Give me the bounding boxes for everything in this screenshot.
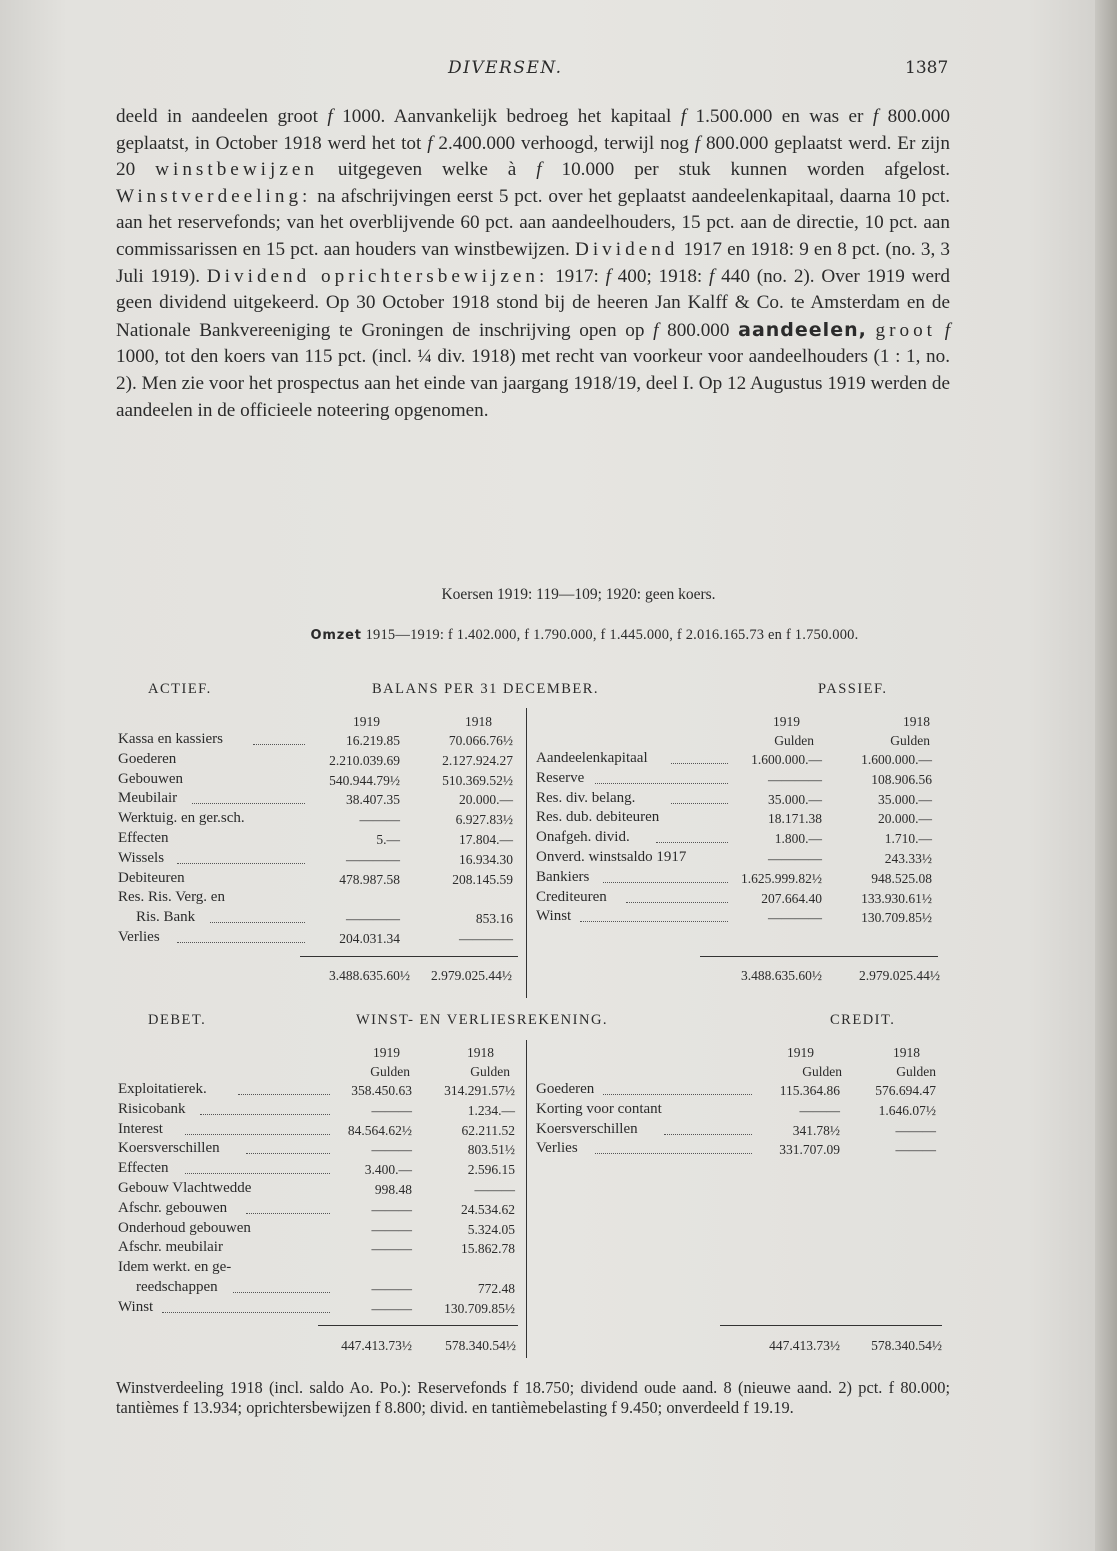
credit-heading: CREDIT. bbox=[830, 1012, 896, 1028]
page-number: 1387 bbox=[905, 58, 949, 78]
running-head-title: DIVERSEN. bbox=[448, 58, 563, 78]
debet-row bbox=[118, 1298, 515, 1318]
row-label: Gebouwen bbox=[118, 770, 183, 787]
value-1918: 1.646.07½ bbox=[878, 1102, 936, 1118]
row-label: Interest bbox=[118, 1120, 163, 1137]
row-label: Afschr. meubilair bbox=[118, 1239, 223, 1256]
debet-unit-1918: Gulden bbox=[470, 1064, 510, 1079]
debet-row bbox=[118, 1100, 515, 1120]
leader-dots bbox=[595, 1141, 752, 1154]
row-label: Idem werkt. en ge- bbox=[118, 1259, 232, 1276]
value-1919: ———— bbox=[768, 851, 822, 866]
florin-sign: f bbox=[694, 132, 701, 154]
value-1918: 576.694.47 bbox=[875, 1083, 936, 1098]
row-label: Onverd. winstsaldo 1917 bbox=[536, 849, 687, 865]
florin-sign: f bbox=[536, 159, 542, 181]
value-1918: 314.291.57½ bbox=[444, 1083, 515, 1098]
koersen-line: Koersen 1919: 119—109; 1920: geen koers. bbox=[441, 586, 716, 603]
value-1918: 243.33½ bbox=[884, 851, 932, 866]
credit-total-1918: 578.340.54½ bbox=[871, 1338, 942, 1353]
value-1918: 20.000.— bbox=[459, 792, 513, 808]
value-1919: 204.031.34 bbox=[339, 931, 400, 946]
omzet-label: Omzet bbox=[310, 628, 362, 643]
value-1918: 16.934.30 bbox=[459, 851, 513, 867]
florin-sign: f bbox=[427, 132, 433, 154]
value-1918: 17.804.— bbox=[459, 832, 513, 847]
value-1919: ——— bbox=[371, 1102, 412, 1118]
row-label: Koersverschillen bbox=[536, 1120, 638, 1137]
value-1919: 998.48 bbox=[374, 1182, 412, 1197]
passief-total-1919: 3.488.635.60½ bbox=[741, 968, 822, 983]
value-1918: 130.709.85½ bbox=[861, 910, 932, 926]
value-1918: 62.211.52 bbox=[461, 1122, 515, 1138]
value-1918: 15.862.78 bbox=[461, 1241, 515, 1257]
value-1919: ——— bbox=[371, 1201, 412, 1217]
value-1919: ———— bbox=[768, 771, 822, 787]
value-1919: ———— bbox=[768, 910, 822, 926]
row-label: Effecten bbox=[118, 830, 169, 846]
value-1918: ———— bbox=[459, 931, 513, 946]
value-1919: ——— bbox=[371, 1221, 412, 1237]
value-1919: 16.219.85 bbox=[346, 733, 400, 748]
debet-year-1918: 1918 bbox=[467, 1045, 494, 1060]
passief-year-1919: 1919 bbox=[773, 714, 800, 729]
passief-year-1918: 1918 bbox=[903, 714, 930, 729]
text-run: 400; 1918: bbox=[610, 265, 710, 287]
spaced-term: Dividend bbox=[574, 238, 679, 260]
value-1918: 1.234.— bbox=[467, 1102, 515, 1118]
row-label: Res. div. belang. bbox=[536, 789, 636, 806]
value-1919: ——— bbox=[371, 1281, 412, 1296]
florin-sign: f bbox=[327, 106, 333, 127]
value-1918: ——— bbox=[895, 1122, 936, 1138]
value-1918: 948.525.08 bbox=[871, 870, 932, 886]
actief-year-1919: 1919 bbox=[353, 714, 380, 729]
value-1918: 70.066.76½ bbox=[448, 733, 513, 748]
value-1918: 1.710.— bbox=[884, 831, 932, 847]
value-1919: 1.625.999.82½ bbox=[741, 870, 822, 886]
wv-heading: WINST- EN VERLIESREKENING. bbox=[356, 1012, 609, 1028]
value-1918: ——— bbox=[895, 1142, 936, 1158]
value-1919: 115.364.86 bbox=[779, 1083, 840, 1098]
debet-row bbox=[118, 1238, 515, 1258]
text-run: 1917 en 1918: 9 en 8 pct. (no. 3, 3 Juli 1919). bbox=[116, 238, 950, 287]
value-1919: 2.210.039.69 bbox=[329, 752, 400, 768]
debet-year-1919: 1919 bbox=[373, 1045, 400, 1060]
value-1919: ——— bbox=[371, 1142, 412, 1158]
text-run: 1.500.000 en was er bbox=[686, 106, 873, 127]
value-1919: 1.800.— bbox=[774, 831, 822, 847]
value-1918: 1.600.000.— bbox=[861, 752, 932, 767]
debet-row bbox=[118, 1159, 515, 1179]
row-label: Reserve bbox=[536, 769, 585, 786]
value-1919: 38.407.35 bbox=[346, 792, 400, 808]
row-label: Res. Ris. Verg. en bbox=[118, 889, 225, 906]
actief-year-1918: 1918 bbox=[465, 714, 492, 729]
value-1919: ——— bbox=[799, 1102, 840, 1118]
value-1918: 5.324.05 bbox=[467, 1221, 515, 1237]
credit-total-1919: 447.413.73½ bbox=[769, 1338, 840, 1353]
value-1919: 84.564.62½ bbox=[347, 1122, 412, 1138]
value-1918: 133.930.61½ bbox=[861, 890, 932, 906]
passief-heading: PASSIEF. bbox=[818, 681, 888, 697]
row-label: Koersverschillen bbox=[118, 1140, 220, 1157]
row-label: Effecten bbox=[118, 1160, 169, 1177]
value-1918: 6.927.83½ bbox=[455, 812, 513, 828]
debet-row bbox=[118, 1080, 515, 1100]
value-1919: 3.400.— bbox=[364, 1162, 412, 1178]
debet-row bbox=[118, 1139, 515, 1159]
text-run: uitgegeven welke à bbox=[317, 159, 537, 181]
text-run: 1917: bbox=[548, 265, 606, 287]
value-1919: 35.000.— bbox=[768, 791, 822, 807]
florin-sign: f bbox=[680, 106, 687, 127]
row-label: Exploitatierek. bbox=[118, 1081, 207, 1097]
value-1919: 18.171.38 bbox=[768, 811, 822, 827]
spaced-term: groot bbox=[875, 319, 937, 341]
value-1919: 331.707.09 bbox=[779, 1142, 840, 1158]
florin-sign: f bbox=[605, 265, 611, 287]
text-run: 10.000 per stuk kunnen worden afgelost. bbox=[541, 159, 950, 181]
row-label: Goederen bbox=[536, 1081, 595, 1097]
text-run: 800.000 geplaatst werd. Er zijn 20 bbox=[116, 132, 950, 181]
row-label: Kassa en kassiers bbox=[118, 731, 223, 747]
value-1918: 510.369.52½ bbox=[442, 772, 513, 788]
row-label: Werktuig. en ger.sch. bbox=[118, 810, 245, 827]
credit-total-rule bbox=[720, 1325, 942, 1326]
actief-total-1919: 3.488.635.60½ bbox=[329, 968, 410, 983]
credit-row bbox=[536, 1100, 936, 1120]
row-label: Wissels bbox=[118, 849, 165, 866]
value-1918: 772.48 bbox=[477, 1281, 515, 1296]
debet-total-rule bbox=[318, 1325, 518, 1326]
actief-total-1918: 2.979.025.44½ bbox=[431, 968, 512, 983]
florin-sign: f bbox=[872, 106, 879, 127]
row-label: Gebouw Vlachtwedde bbox=[118, 1180, 252, 1196]
balans-heading: BALANS PER 31 DECEMBER. bbox=[372, 681, 600, 697]
value-1919: 207.664.40 bbox=[761, 890, 822, 906]
value-1918: 853.16 bbox=[475, 911, 513, 927]
row-label: Crediteuren bbox=[536, 888, 607, 905]
row-label: Afschr. gebouwen bbox=[118, 1199, 228, 1216]
row-label: Winst bbox=[536, 908, 572, 925]
text-run: 800.000 geplaatst, in October 1918 werd het tot bbox=[116, 106, 951, 154]
text-run: 800.000 bbox=[658, 319, 739, 341]
debet-row bbox=[118, 1278, 515, 1298]
value-1918: 108.906.56 bbox=[871, 771, 932, 787]
spaced-term: Dividend oprichtersbewijzen: bbox=[206, 265, 549, 287]
text-run: 2.400.000 verhoogd, terwijl nog bbox=[432, 132, 695, 154]
row-label: Res. dub. debiteuren bbox=[536, 809, 660, 826]
debet-row bbox=[118, 1219, 515, 1239]
value-1919: ———— bbox=[346, 911, 400, 927]
credit-row bbox=[536, 1120, 936, 1140]
spaced-term: Winstverdeeling: bbox=[116, 185, 312, 207]
actief-heading: ACTIEF. bbox=[148, 681, 212, 697]
credit-unit-1919: Gulden bbox=[802, 1064, 842, 1079]
passief-unit-1918: Gulden bbox=[890, 733, 930, 748]
row-label: Goederen bbox=[118, 750, 177, 767]
row-label: Verlies bbox=[536, 1140, 578, 1157]
row-label: Onafgeh. divid. bbox=[536, 829, 630, 846]
wv-divider bbox=[526, 1040, 527, 1358]
row-label: Bankiers bbox=[536, 868, 590, 885]
value-1919: ———— bbox=[346, 851, 400, 867]
florin-sign: f bbox=[653, 319, 659, 341]
row-label: Onderhoud gebouwen bbox=[118, 1219, 251, 1236]
row-label: Risicobank bbox=[118, 1100, 186, 1117]
value-1919: 1.600.000.— bbox=[751, 752, 822, 767]
text-run: deeld in aandeelen groot bbox=[116, 106, 328, 127]
value-1918: 2.596.15 bbox=[467, 1162, 515, 1178]
row-label: Verlies bbox=[118, 929, 160, 945]
value-1919: ——— bbox=[371, 1241, 412, 1257]
debet-row bbox=[118, 1179, 515, 1199]
value-1919: 478.987.58 bbox=[339, 871, 400, 887]
debet-total-1918: 578.340.54½ bbox=[445, 1338, 516, 1353]
value-1919: ——— bbox=[371, 1300, 412, 1316]
debet-total-1919: 447.413.73½ bbox=[341, 1338, 412, 1353]
row-label: Winst bbox=[118, 1298, 154, 1315]
debet-row bbox=[118, 1120, 515, 1140]
winstverdeeling-footnote: Winstverdeeling 1918 (incl. saldo Ao. Po.): Reservefonds f 18.750; dividend oude aand. 8 (nieuwe aand. 2) pct. f 80.000; tantièmes f 13.934; oprichtersbewijzen f 8.800; divid. en tantièmebelasting f 9.450; onverdeeld f 19.19. bbox=[116, 1378, 950, 1417]
debet-heading: DEBET. bbox=[148, 1012, 207, 1028]
text-run: na afschrijvingen eerst 5 pct. over het geplaatst aandeelenkapitaal, daarna 10 pct. aan het reservefonds; van het overblijvende 60 pct. aan aandeelhouders, 15 pct. aan de directie, 10 pct. aan commissarissen en 15 pct. aan houders van winstbewijzen. bbox=[116, 185, 950, 260]
value-1918: 20.000.— bbox=[878, 811, 932, 827]
debet-row bbox=[118, 1258, 515, 1278]
row-label: Ris. Bank bbox=[136, 909, 196, 926]
value-1918: 35.000.— bbox=[878, 791, 932, 807]
value-1919: ——— bbox=[359, 812, 400, 828]
value-1918: 208.145.59 bbox=[452, 871, 513, 887]
value-1918: 2.127.924.27 bbox=[442, 752, 513, 768]
value-1918: 803.51½ bbox=[467, 1142, 515, 1158]
row-label: reedschappen bbox=[136, 1279, 218, 1295]
credit-year-1919: 1919 bbox=[787, 1045, 814, 1060]
value-1918: 24.534.62 bbox=[461, 1201, 515, 1217]
debet-row bbox=[118, 1199, 515, 1219]
passief-total-1918: 2.979.025.44½ bbox=[859, 968, 940, 983]
text-run: 1000, tot den koers van 115 pct. (incl. ¼ div. 1918) met recht van voorkeur voor aandeelhouders (1 : 1, no. 2). Men zie voor het prospectus aan het einde van jaargang 1918/19, deel I. Op 12 Augustus 1919 werden de aandeelen in de officieele noteering opgenomen. bbox=[116, 346, 950, 421]
value-1919: 358.450.63 bbox=[351, 1083, 412, 1098]
value-1919: 5.— bbox=[376, 832, 400, 847]
credit-year-1918: 1918 bbox=[893, 1045, 920, 1060]
debet-unit-1919: Gulden bbox=[370, 1064, 410, 1079]
bold-term: aandeelen, bbox=[738, 318, 867, 341]
row-label: Debiteuren bbox=[118, 869, 185, 886]
credit-row bbox=[536, 1080, 936, 1100]
value-1918: ——— bbox=[474, 1182, 515, 1197]
value-1918: 130.709.85½ bbox=[444, 1300, 515, 1316]
spaced-term: winstbewijzen bbox=[155, 159, 318, 181]
value-1919: 341.78½ bbox=[792, 1122, 840, 1138]
credit-row bbox=[536, 1139, 936, 1159]
credit-unit-1918: Gulden bbox=[896, 1064, 936, 1079]
text-run: 440 (no. 2). Over 1919 werd geen dividend uitgekeerd. Op 30 October 1918 stond bij de heeren Jan Kalff & Co. te Amsterdam en de Nationale Bankvereeniging te Groningen de inschrijving open op bbox=[116, 265, 950, 341]
passief-unit-1919: Gulden bbox=[774, 733, 814, 748]
row-label: Meubilair bbox=[118, 790, 178, 807]
row-label: Korting voor contant bbox=[536, 1100, 662, 1117]
florin-sign: f bbox=[709, 265, 715, 287]
row-label: Aandeelenkapitaal bbox=[536, 750, 648, 766]
value-1919: 540.944.79½ bbox=[329, 772, 400, 788]
text-run: 1000. Aanvankelijk bedroeg het kapitaal bbox=[332, 106, 681, 127]
florin-sign: f bbox=[944, 319, 951, 341]
omzet-text: 1915—1919: f 1.402.000, f 1.790.000, f 1.445.000, f 2.016.165.73 en f 1.750.000. bbox=[361, 627, 859, 643]
